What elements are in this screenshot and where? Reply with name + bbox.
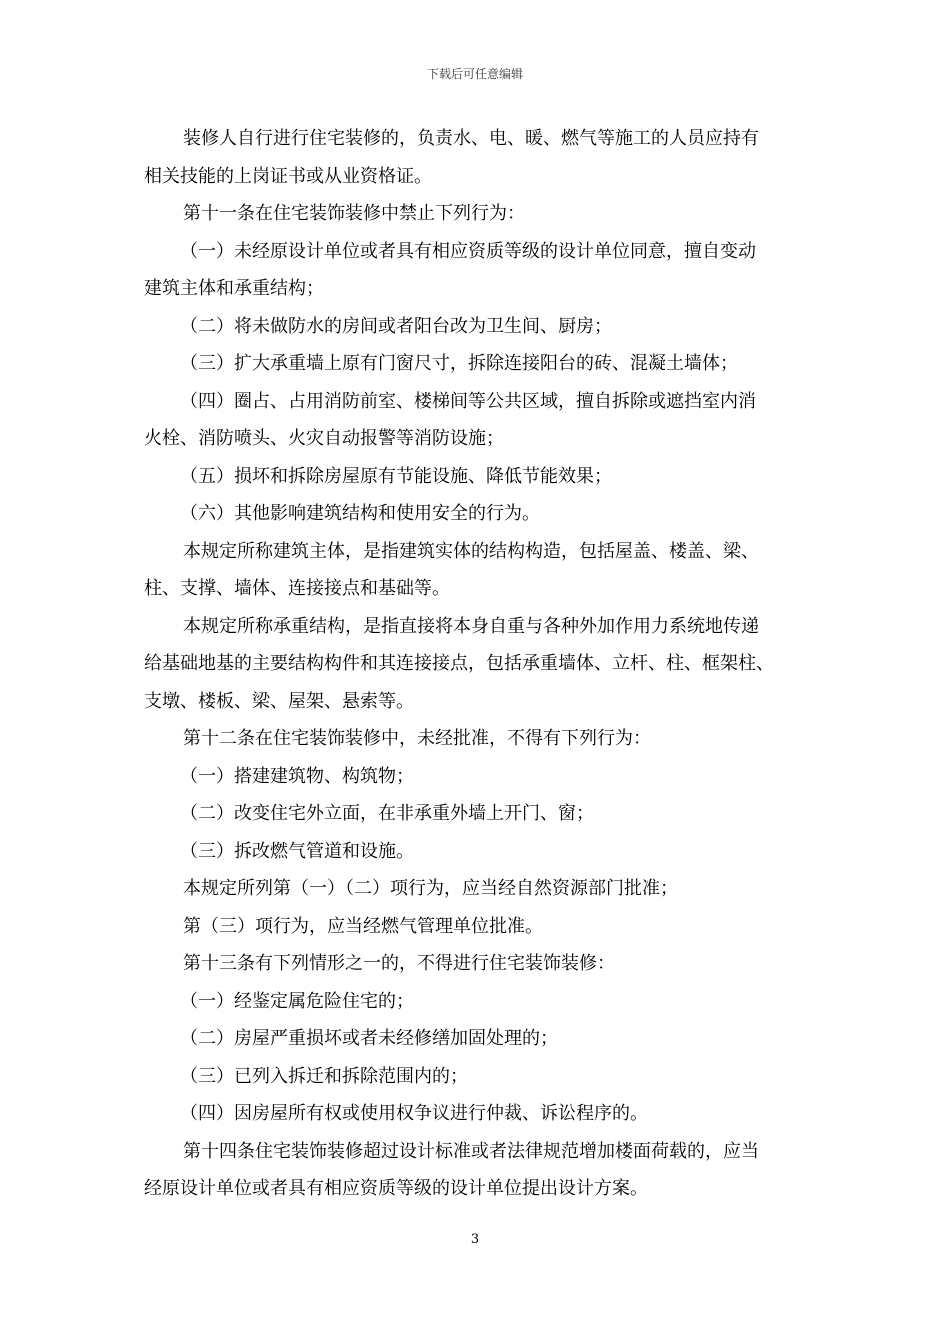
- paragraph-line: 柱、支撑、墙体、连接接点和基础等。: [144, 578, 450, 599]
- paragraph-line: 支墩、楼板、梁、屋架、悬索等。: [144, 690, 414, 712]
- paragraph-line: 给基础地基的主要结构构件和其连接接点，包括承重墙体、立杆、柱、框架柱、: [144, 653, 774, 674]
- list-item: （一）未经原设计单位或者具有相应资质等级的设计单位同意，擅自变动: [180, 240, 756, 262]
- list-item: （一）搭建建筑物、构筑物；: [180, 765, 414, 787]
- list-item: （五）损坏和拆除房屋原有节能设施、降低节能效果；: [180, 465, 612, 487]
- list-item: （六）其他影响建筑结构和使用安全的行为。: [180, 503, 540, 524]
- paragraph-line: 第（三）项行为，应当经燃气管理单位批准。: [183, 915, 543, 937]
- paragraph-line: 本规定所列第（一）（二）项行为，应当经自然资源部门批准；: [183, 878, 678, 899]
- article-heading: 第十一条在住宅装饰装修中禁止下列行为：: [183, 203, 525, 224]
- list-item: （二）改变住宅外立面，在非承重外墙上开门、窗；: [180, 803, 594, 824]
- list-item: （三）已列入拆迁和拆除范围内的；: [180, 1065, 468, 1087]
- paragraph-line: 火栓、消防喷头、火灾自动报警等消防设施；: [144, 428, 504, 449]
- list-item: （一）经鉴定属危险住宅的；: [180, 990, 414, 1012]
- list-item: （二）房屋严重损坏或者未经修缮加固处理的；: [180, 1028, 558, 1049]
- list-item: （三）扩大承重墙上原有门窗尺寸，拆除连接阳台的砖、混凝土墙体；: [180, 353, 738, 374]
- page-header: 下载后可任意编辑: [426, 67, 523, 81]
- paragraph-line: 相关技能的上岗证书或从业资格证。: [144, 165, 432, 187]
- paragraph-line: 经原设计单位或者具有相应资质等级的设计单位提出设计方案。: [144, 1178, 648, 1199]
- list-item: （二）将未做防水的房间或者阳台改为卫生间、厨房；: [180, 315, 612, 337]
- article-heading: 第十三条有下列情形之一的，不得进行住宅装饰装修：: [183, 953, 615, 974]
- paragraph-line: 本规定所称承重结构，是指直接将本身自重与各种外加作用力系统地传递: [183, 615, 759, 637]
- article-heading: 第十二条在住宅装饰装修中，未经批准，不得有下列行为：: [183, 728, 651, 749]
- list-item: （四）因房屋所有权或使用权争议进行仲裁、诉讼程序的。: [180, 1103, 648, 1124]
- article-heading: 第十四条住宅装饰装修超过设计标准或者法律规范增加楼面荷载的，应当: [183, 1140, 759, 1162]
- paragraph-line: 本规定所称建筑主体，是指建筑实体的结构构造，包括屋盖、楼盖、梁、: [183, 540, 759, 562]
- list-item: （三）拆改燃气管道和设施。: [180, 840, 414, 862]
- paragraph-line: 建筑主体和承重结构；: [144, 278, 324, 299]
- list-item: （四）圈占、占用消防前室、楼梯间等公共区域，擅自拆除或遮挡室内消: [180, 390, 756, 412]
- paragraph-line: 装修人自行进行住宅装修的，负责水、电、暖、燃气等施工的人员应持有: [183, 128, 759, 149]
- page-number: 3: [470, 1232, 480, 1247]
- document-body: [144, 120, 814, 1208]
